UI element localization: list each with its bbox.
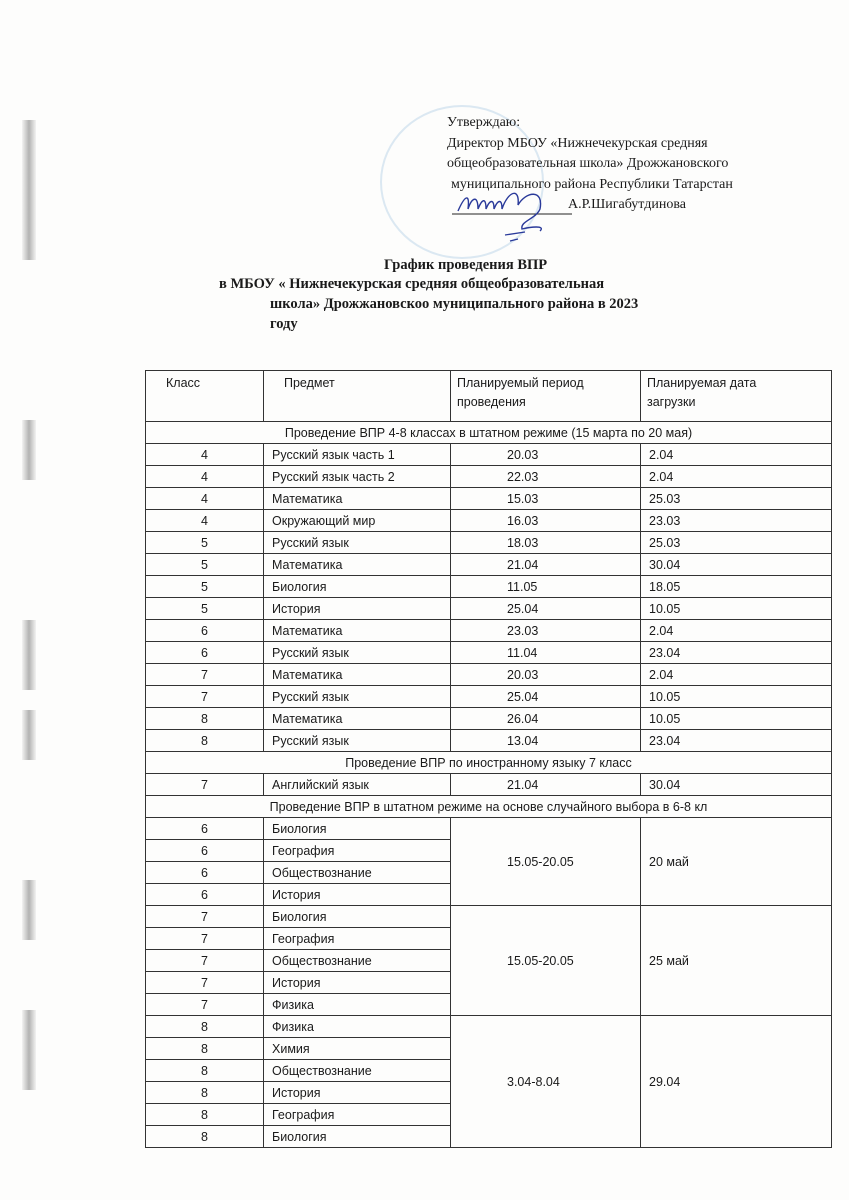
class-cell: 7: [146, 994, 264, 1016]
subject-cell: Химия: [264, 1038, 451, 1060]
approval-line: общеобразовательная школа» Дрожжановского: [447, 156, 729, 171]
class-cell: 8: [146, 1016, 264, 1038]
scan-shadow: [22, 420, 36, 480]
period-cell: 25.04: [451, 686, 641, 708]
subject-cell: Биология: [264, 906, 451, 928]
subject-cell: Обществознание: [264, 1060, 451, 1082]
period-cell: 21.04: [451, 554, 641, 576]
signatory-name: А.Р.Шигабутдинова: [568, 197, 686, 212]
table-row: [146, 510, 832, 532]
period-cell: 3.04-8.04: [451, 1016, 641, 1148]
subject-cell: Английский язык: [264, 774, 451, 796]
class-cell: 7: [146, 686, 264, 708]
upload-date-cell: 2.04: [641, 664, 832, 686]
class-cell: 4: [146, 488, 264, 510]
section-title: Проведение ВПР 4-8 классах в штатном режиме (15 марта по 20 мая): [146, 422, 832, 444]
header-cell: Предмет: [264, 371, 451, 422]
period-cell: 18.03: [451, 532, 641, 554]
class-cell: 8: [146, 1038, 264, 1060]
table-row: [146, 532, 832, 554]
upload-date-cell: 23.04: [641, 642, 832, 664]
class-cell: 4: [146, 466, 264, 488]
class-cell: 7: [146, 774, 264, 796]
table-row: [146, 444, 832, 466]
class-cell: 8: [146, 1060, 264, 1082]
upload-date-cell: 29.04: [641, 1016, 832, 1148]
class-cell: 7: [146, 972, 264, 994]
period-cell: 15.05-20.05: [451, 906, 641, 1016]
header-cell: Класс: [146, 371, 264, 422]
table-row: [146, 686, 832, 708]
table-row: [146, 554, 832, 576]
class-cell: 5: [146, 598, 264, 620]
class-cell: 8: [146, 708, 264, 730]
class-cell: 6: [146, 840, 264, 862]
table-row: [146, 906, 832, 928]
subject-cell: География: [264, 928, 451, 950]
subject-cell: Математика: [264, 708, 451, 730]
upload-date-cell: 2.04: [641, 444, 832, 466]
upload-date-cell: 25 май: [641, 906, 832, 1016]
scan-shadow: [22, 1010, 36, 1090]
section-row: [146, 752, 832, 774]
subject-cell: История: [264, 1082, 451, 1104]
period-cell: 25.04: [451, 598, 641, 620]
subject-cell: Обществознание: [264, 862, 451, 884]
table-row: [146, 576, 832, 598]
approval-line: муниципального района Республики Татарстан: [451, 176, 733, 192]
class-cell: 6: [146, 884, 264, 906]
subject-cell: Биология: [264, 1126, 451, 1148]
scan-shadow: [22, 620, 36, 690]
table-row: [146, 642, 832, 664]
class-cell: 5: [146, 554, 264, 576]
class-cell: 8: [146, 1126, 264, 1148]
signature: [450, 185, 580, 245]
section-title: Проведение ВПР в штатном режиме на основе случайного выбора в 6-8 кл: [146, 796, 832, 818]
subject-cell: Обществознание: [264, 950, 451, 972]
table-row: [146, 730, 832, 752]
upload-date-cell: 23.04: [641, 730, 832, 752]
section-row: [146, 796, 832, 818]
upload-date-cell: 10.05: [641, 598, 832, 620]
period-cell: 11.05: [451, 576, 641, 598]
class-cell: 5: [146, 576, 264, 598]
subject-cell: Русский язык: [264, 686, 451, 708]
table-row: [146, 488, 832, 510]
subject-cell: Русский язык: [264, 642, 451, 664]
upload-date-cell: 18.05: [641, 576, 832, 598]
table-row: [146, 620, 832, 642]
class-cell: 5: [146, 532, 264, 554]
doc-subtitle: школа» Дрожжановскоо муниципального района в 2023: [270, 296, 639, 312]
class-cell: 6: [146, 862, 264, 884]
upload-date-cell: 30.04: [641, 554, 832, 576]
upload-date-cell: 25.03: [641, 488, 832, 510]
table-row: [146, 664, 832, 686]
subject-cell: Русский язык часть 2: [264, 466, 451, 488]
approval-line: Директор МБОУ «Нижнечекурская средняя: [447, 135, 708, 151]
class-cell: 6: [146, 818, 264, 840]
table-row: [146, 774, 832, 796]
upload-date-cell: 2.04: [641, 620, 832, 642]
subject-cell: Математика: [264, 664, 451, 686]
class-cell: 8: [146, 1082, 264, 1104]
subject-cell: Математика: [264, 488, 451, 510]
class-cell: 6: [146, 620, 264, 642]
subject-cell: География: [264, 840, 451, 862]
class-cell: 7: [146, 950, 264, 972]
period-cell: 21.04: [451, 774, 641, 796]
period-cell: 15.05-20.05: [451, 818, 641, 906]
subject-cell: Русский язык: [264, 730, 451, 752]
section-title: Проведение ВПР по иностранному языку 7 класс: [146, 752, 832, 774]
schedule-table: [145, 370, 832, 1148]
subject-cell: Русский язык часть 1: [264, 444, 451, 466]
scan-shadow: [22, 880, 36, 940]
table-header-row: [146, 371, 832, 422]
table-row: [146, 1016, 832, 1038]
class-cell: 4: [146, 444, 264, 466]
upload-date-cell: 25.03: [641, 532, 832, 554]
header-cell: Планируемый период проведения: [451, 371, 641, 422]
subject-cell: Биология: [264, 576, 451, 598]
class-cell: 8: [146, 730, 264, 752]
class-cell: 7: [146, 664, 264, 686]
period-cell: 15.03: [451, 488, 641, 510]
subject-cell: Физика: [264, 1016, 451, 1038]
section-row: [146, 422, 832, 444]
upload-date-cell: 2.04: [641, 466, 832, 488]
period-cell: 20.03: [451, 444, 641, 466]
period-cell: 26.04: [451, 708, 641, 730]
upload-date-cell: 23.03: [641, 510, 832, 532]
subject-cell: География: [264, 1104, 451, 1126]
class-cell: 7: [146, 906, 264, 928]
table-row: [146, 708, 832, 730]
period-cell: 13.04: [451, 730, 641, 752]
table-row: [146, 818, 832, 840]
class-cell: 4: [146, 510, 264, 532]
subject-cell: Окружающий мир: [264, 510, 451, 532]
doc-subtitle: в МБОУ « Нижнечекурская средняя общеобразовательная: [219, 276, 605, 292]
period-cell: 22.03: [451, 466, 641, 488]
table-row: [146, 466, 832, 488]
doc-subtitle: году: [270, 316, 298, 332]
subject-cell: История: [264, 972, 451, 994]
subject-cell: История: [264, 884, 451, 906]
subject-cell: Биология: [264, 818, 451, 840]
subject-cell: Русский язык: [264, 532, 451, 554]
upload-date-cell: 10.05: [641, 686, 832, 708]
scan-shadow: [22, 120, 36, 260]
header-cell: Планируемая дата загрузки: [641, 371, 832, 422]
period-cell: 11.04: [451, 642, 641, 664]
upload-date-cell: 30.04: [641, 774, 832, 796]
period-cell: 16.03: [451, 510, 641, 532]
period-cell: 20.03: [451, 664, 641, 686]
subject-cell: Математика: [264, 620, 451, 642]
subject-cell: Математика: [264, 554, 451, 576]
class-cell: 8: [146, 1104, 264, 1126]
approval-line: Утверждаю:: [447, 115, 521, 130]
subject-cell: Физика: [264, 994, 451, 1016]
table-row: [146, 598, 832, 620]
upload-date-cell: 10.05: [641, 708, 832, 730]
scan-shadow: [22, 710, 36, 760]
doc-title: График проведения ВПР: [384, 257, 548, 273]
subject-cell: История: [264, 598, 451, 620]
upload-date-cell: 20 май: [641, 818, 832, 906]
class-cell: 6: [146, 642, 264, 664]
period-cell: 23.03: [451, 620, 641, 642]
class-cell: 7: [146, 928, 264, 950]
